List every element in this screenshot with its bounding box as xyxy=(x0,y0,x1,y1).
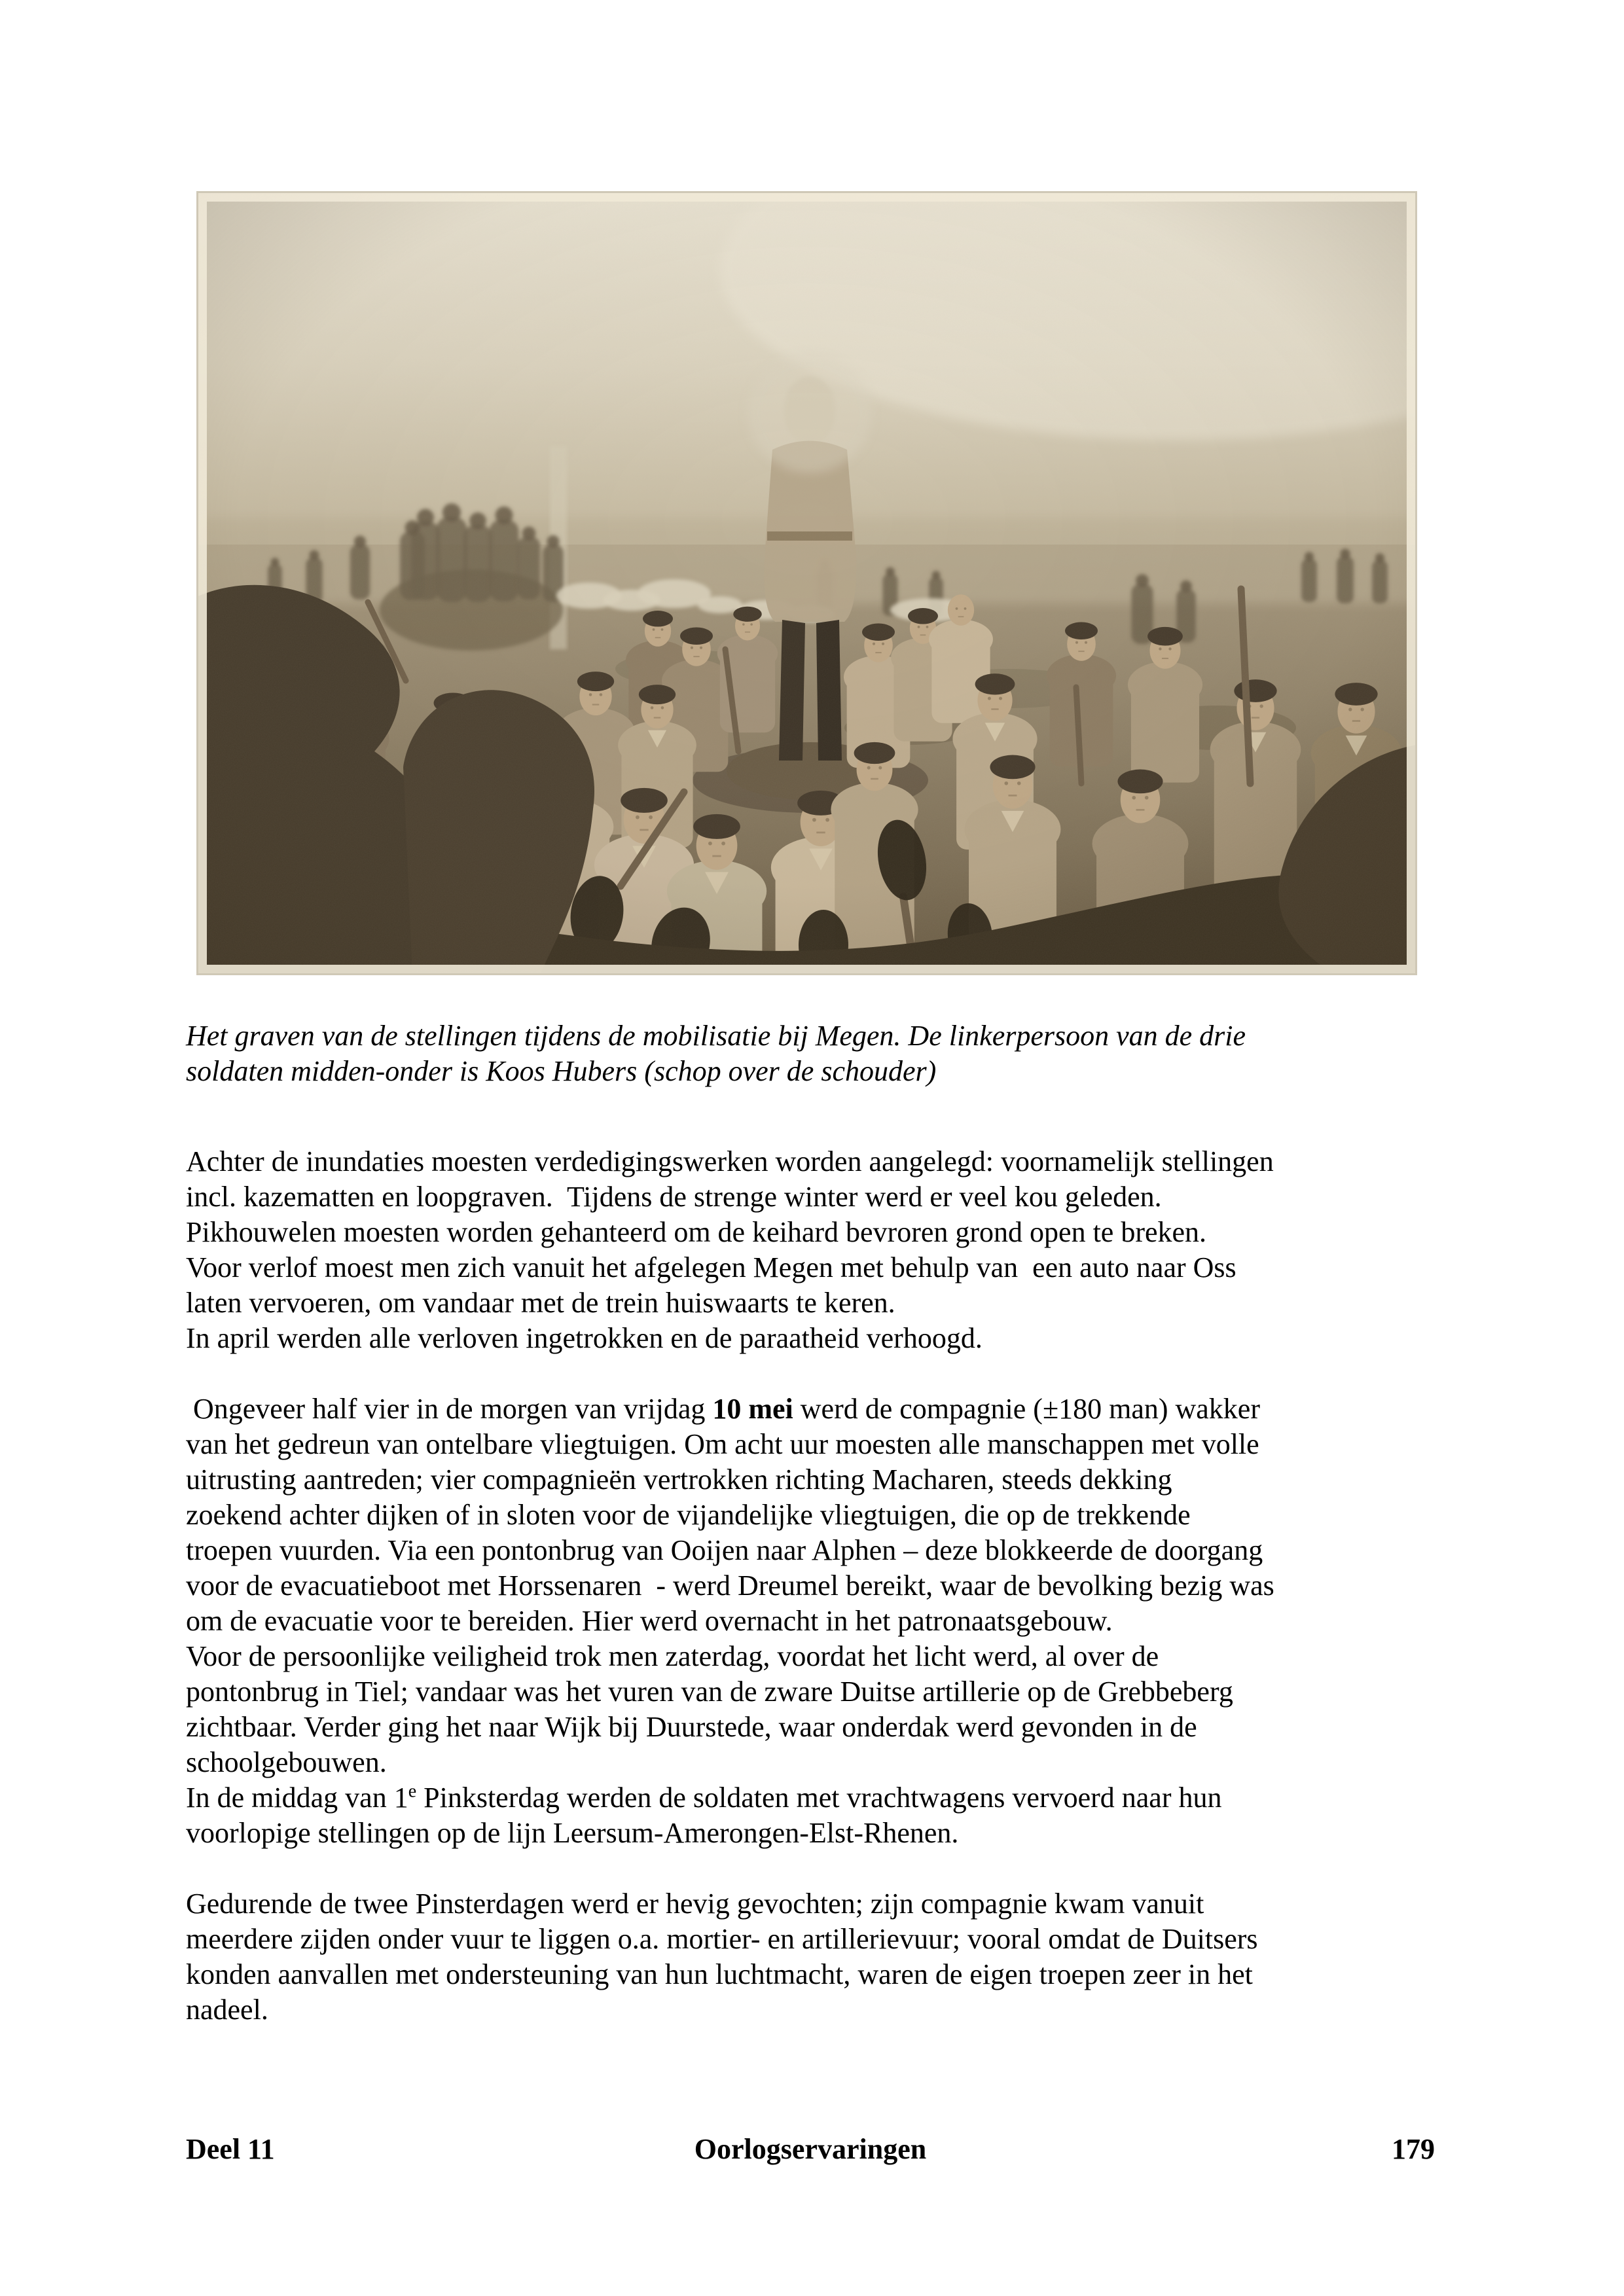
body-line: nadeel. xyxy=(186,1994,268,2026)
paragraph-spacer xyxy=(186,1356,1437,1391)
footer-chapter-title: Oorlogservaringen xyxy=(694,2133,927,2165)
body-text-segment: Pinksterdag werden de soldaten met vrachtwagens vervoerd naar hun xyxy=(416,1782,1222,1814)
caption-line: Het graven van de stellingen tijdens de mobilisatie bij Megen. De linkerpersoon van de drie xyxy=(186,1020,1246,1052)
body-line: meerdere zijden onder vuur te liggen o.a. mortier- en artillerievuur; vooral omdat de Duitsers xyxy=(186,1923,1258,1955)
body-line xyxy=(186,1780,1437,1816)
body-line: zichtbaar. Verder ging het naar Wijk bij Duurstede, waar onderdak werd gevonden in de xyxy=(186,1711,1197,1743)
body-line: Voor de persoonlijke veiligheid trok men zaterdag, voordat het licht werd, al over de xyxy=(186,1640,1159,1672)
paragraph-spacer xyxy=(186,1851,1437,1886)
body-line: voor de evacuatieboot met Horssenaren - werd Dreumel bereikt, waar de bevolking bezig was xyxy=(186,1570,1274,1602)
page-footer xyxy=(186,2132,1435,2172)
body-line: In april werden alle verloven ingetrokken en de paraatheid verhoogd. xyxy=(186,1322,983,1354)
body-line xyxy=(186,1391,1437,1427)
body-line: Voor verlof moest men zich vanuit het afgelegen Megen met behulp van een auto naar Oss xyxy=(186,1251,1236,1283)
bold-date: 10 mei xyxy=(712,1393,793,1425)
photo-grain xyxy=(196,191,1417,975)
body-line: laten vervoeren, om vandaar met de trein huiswaarts te keren. xyxy=(186,1287,895,1319)
body-line: zoekend achter dijken of in sloten voor de vijandelijke vliegtuigen, die op de trekkende xyxy=(186,1499,1191,1531)
body-text-segment: Ongeveer half vier in de morgen van vrijdag xyxy=(186,1393,713,1425)
body-line: van het gedreun van ontelbare vliegtuigen. Om acht uur moesten alle manschappen met volle xyxy=(186,1428,1259,1460)
footer-part-label: Deel 11 xyxy=(186,2133,275,2165)
body-line: Achter de inundaties moesten verdedigingswerken worden aangelegd: voornamelijk stellingen xyxy=(186,1145,1274,1177)
body-line: pontonbrug in Tiel; vandaar was het vuren van de zware Duitse artillerie op de Grebbeberg xyxy=(186,1676,1233,1708)
body-text xyxy=(186,1144,1437,2028)
body-text-segment: werd de compagnie (±180 man) wakker xyxy=(793,1393,1260,1425)
photo-caption xyxy=(186,1018,1436,1089)
mobilisation-photo-svg xyxy=(196,191,1417,975)
body-line: voorlopige stellingen op de lijn Leersum-Amerongen-Elst-Rhenen. xyxy=(186,1817,959,1849)
body-line: Pikhouwelen moesten worden gehanteerd om de keihard bevroren grond open te breken. xyxy=(186,1216,1207,1248)
body-line: uitrusting aantreden; vier compagnieën vertrokken richting Macharen, steeds dekking xyxy=(186,1463,1172,1496)
body-line: konden aanvallen met ondersteuning van hun luchtmacht, waren de eigen troepen zeer in het xyxy=(186,1958,1253,1990)
body-text-segment: In de middag van 1 xyxy=(186,1782,408,1814)
body-line: Gedurende de twee Pinsterdagen werd er hevig gevochten; zijn compagnie kwam vanuit xyxy=(186,1888,1204,1920)
body-line: om de evacuatie voor te bereiden. Hier werd overnacht in het patronaatsgebouw. xyxy=(186,1605,1113,1637)
ordinal-superscript: e xyxy=(408,1781,417,1802)
body-line: incl. kazematten en loopgraven. Tijdens de strenge winter werd er veel kou geleden. xyxy=(186,1181,1162,1213)
body-line: schoolgebouwen. xyxy=(186,1746,387,1778)
body-line: troepen vuurden. Via een pontonbrug van Ooijen naar Alphen – deze blokkeerde de doorgang xyxy=(186,1534,1263,1566)
footer-page-number: 179 xyxy=(1392,2133,1435,2165)
mobilisation-photograph xyxy=(196,191,1417,975)
caption-line: soldaten midden-onder is Koos Hubers (schop over de schouder) xyxy=(186,1055,937,1087)
